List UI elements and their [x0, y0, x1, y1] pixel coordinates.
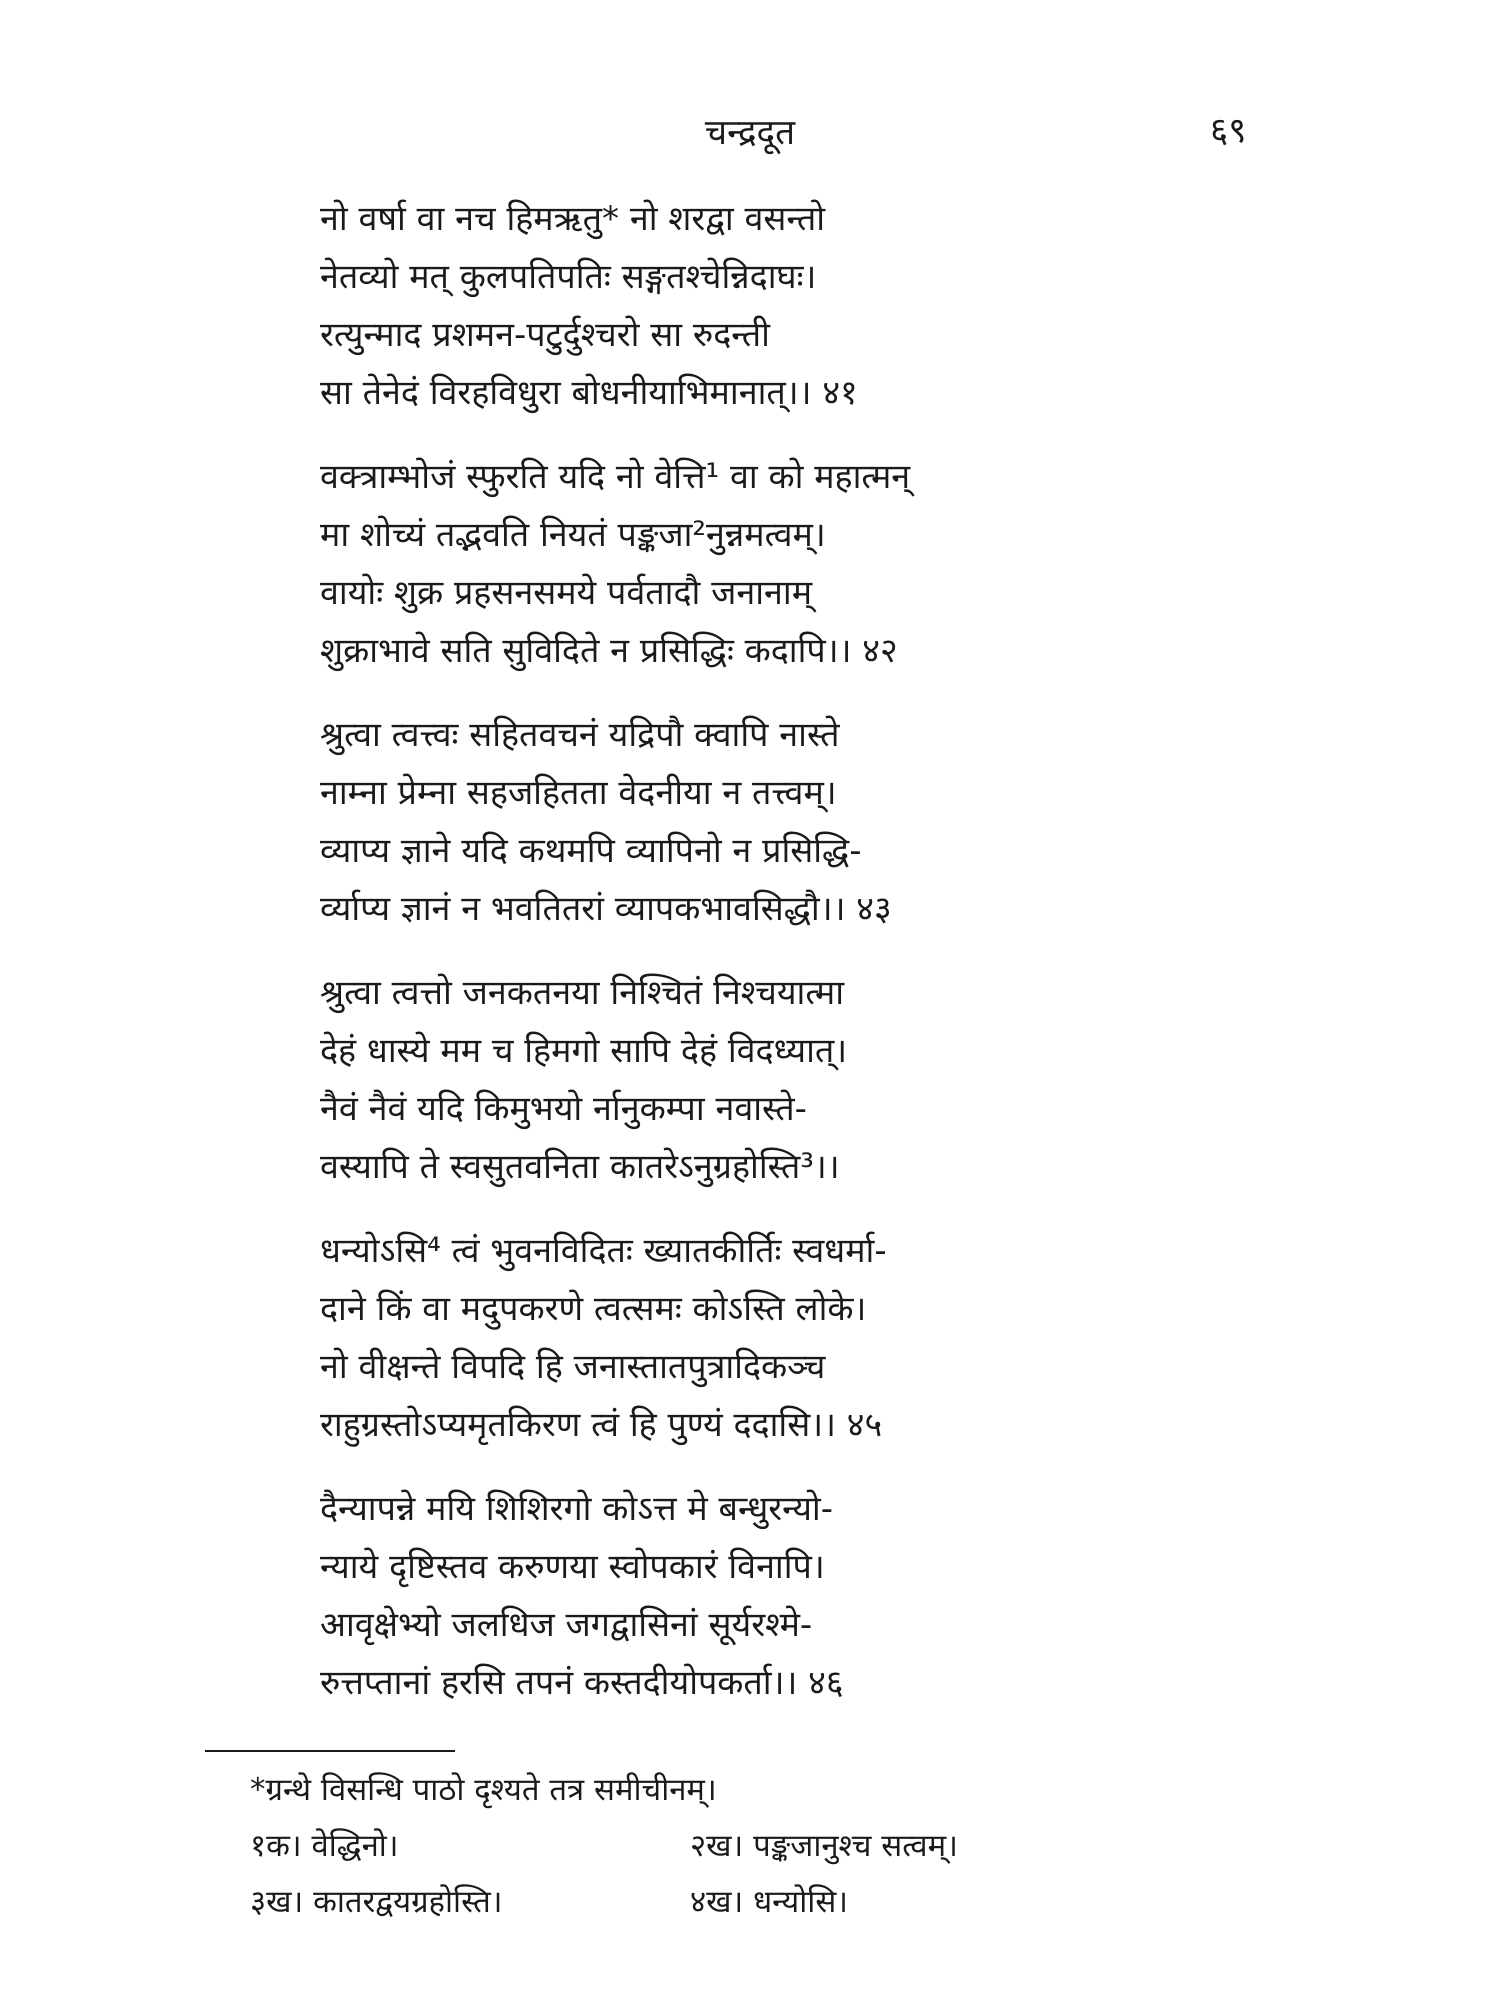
footnote-star: *ग्रन्थे विसन्धि पाठो दृश्यते तत्र समीचीनम्।: [250, 1772, 717, 1808]
verse-46: [320, 1480, 1420, 1712]
verse-line: देहं धास्ये मम च हिमगो सापि देहं विदध्यात्।: [320, 1031, 848, 1071]
verse-43: [320, 706, 1420, 938]
footnote-row: [250, 1874, 1400, 1930]
page-title: चन्द्रदूत: [704, 113, 796, 153]
verse-line: नेतव्यो मत् कुलपतिपतिः सङ्गतश्चेन्निदाघः।: [320, 257, 817, 297]
verse-line: मा शोच्यं तद्भवति नियतं पङ्कजा²नुन्नमत्वम्।: [320, 515, 826, 555]
verse-line: आवृक्षेभ्यो जलधिज जगद्वासिनां सूर्यरश्मे-: [320, 1605, 813, 1645]
verse-line: नो वर्षा वा नच हिमऋतु* नो शरद्वा वसन्तो: [320, 199, 826, 239]
verse-line: धन्योऽसि⁴ त्वं भुवनविदितः ख्यातकीर्तिः स्वधर्मा-: [320, 1231, 887, 1271]
verse-line: दैन्यापन्ने मयि शिशिरगो कोऽत्त मे बन्धुरन्यो-: [320, 1489, 833, 1529]
verse-44: [320, 964, 1420, 1196]
footnote-2: २ख। पङ्कजानुश्च सत्वम्।: [690, 1828, 958, 1864]
footnote-row: [250, 1818, 1400, 1874]
verse-list: [320, 190, 1420, 1738]
verse-line: सा तेनेदं विरहविधुरा बोधनीयाभिमानात्।। ४१: [320, 373, 858, 413]
verse-line: र्व्याप्य ज्ञानं न भवतितरां व्यापकभावसिद्धौ।। ४३: [320, 889, 892, 929]
page-number: ६९: [1210, 111, 1247, 151]
footnotes: [250, 1762, 1400, 1930]
verse-45: [320, 1222, 1420, 1454]
verse-line: शुक्राभावे सति सुविदिते न प्रसिद्धिः कदापि।। ४२: [320, 631, 898, 671]
footnote-4: ४ख। धन्योसि।: [690, 1884, 849, 1920]
footnote-3: ३ख। कातरद्वयग्रहोस्ति।: [250, 1884, 503, 1920]
footnote-divider: [205, 1750, 455, 1752]
verse-line: दाने किं वा मदुपकरणे त्वत्समः कोऽस्ति लोके।: [320, 1289, 867, 1329]
verse-41: [320, 190, 1420, 422]
verse-line: वस्यापि ते स्वसुतवनिता कातरेऽनुग्रहोस्ति³।।: [320, 1147, 840, 1187]
verse-line: न्याये दृष्टिस्तव करुणया स्वोपकारं विनापि।: [320, 1547, 825, 1587]
verse-line: रत्युन्माद प्रशमन-पटुर्दुश्चरो सा रुदन्ती: [320, 315, 770, 355]
verse-line: श्रुत्वा त्वत्तो जनकतनया निश्चितं निश्चयात्मा: [320, 973, 845, 1013]
footnote-1: १क। वेद्धिनो।: [250, 1828, 399, 1864]
verse-line: नाम्ना प्रेम्ना सहजहितता वेदनीया न तत्त्वम्।: [320, 773, 837, 813]
verse-line: नो वीक्षन्ते विपदि हि जनास्तातपुत्रादिकञ्च: [320, 1347, 826, 1387]
verse-line: व्याप्य ज्ञाने यदि कथमपि व्यापिनो न प्रसिद्धि-: [320, 831, 862, 871]
verse-line: श्रुत्वा त्वत्त्वः सहितवचनं यद्रिपौ क्वापि नास्ते: [320, 715, 840, 755]
verse-line: राहुग्रस्तोऽप्यमृतकिरण त्वं हि पुण्यं ददासि।। ४५: [320, 1405, 883, 1445]
verse-42: [320, 448, 1420, 680]
verse-line: नैवं नैवं यदि किमुभयो र्नानुकम्पा नवास्ते-: [320, 1089, 807, 1129]
verse-line: वक्त्राम्भोजं स्फुरति यदि नो वेत्ति¹ वा को महात्मन्: [320, 457, 911, 497]
verse-line: रुत्तप्तानां हरसि तपनं कस्तदीयोपकर्ता।। ४६: [320, 1663, 844, 1703]
verse-line: वायोः शुक्र प्रहसनसमये पर्वतादौ जनानाम्: [320, 573, 813, 613]
